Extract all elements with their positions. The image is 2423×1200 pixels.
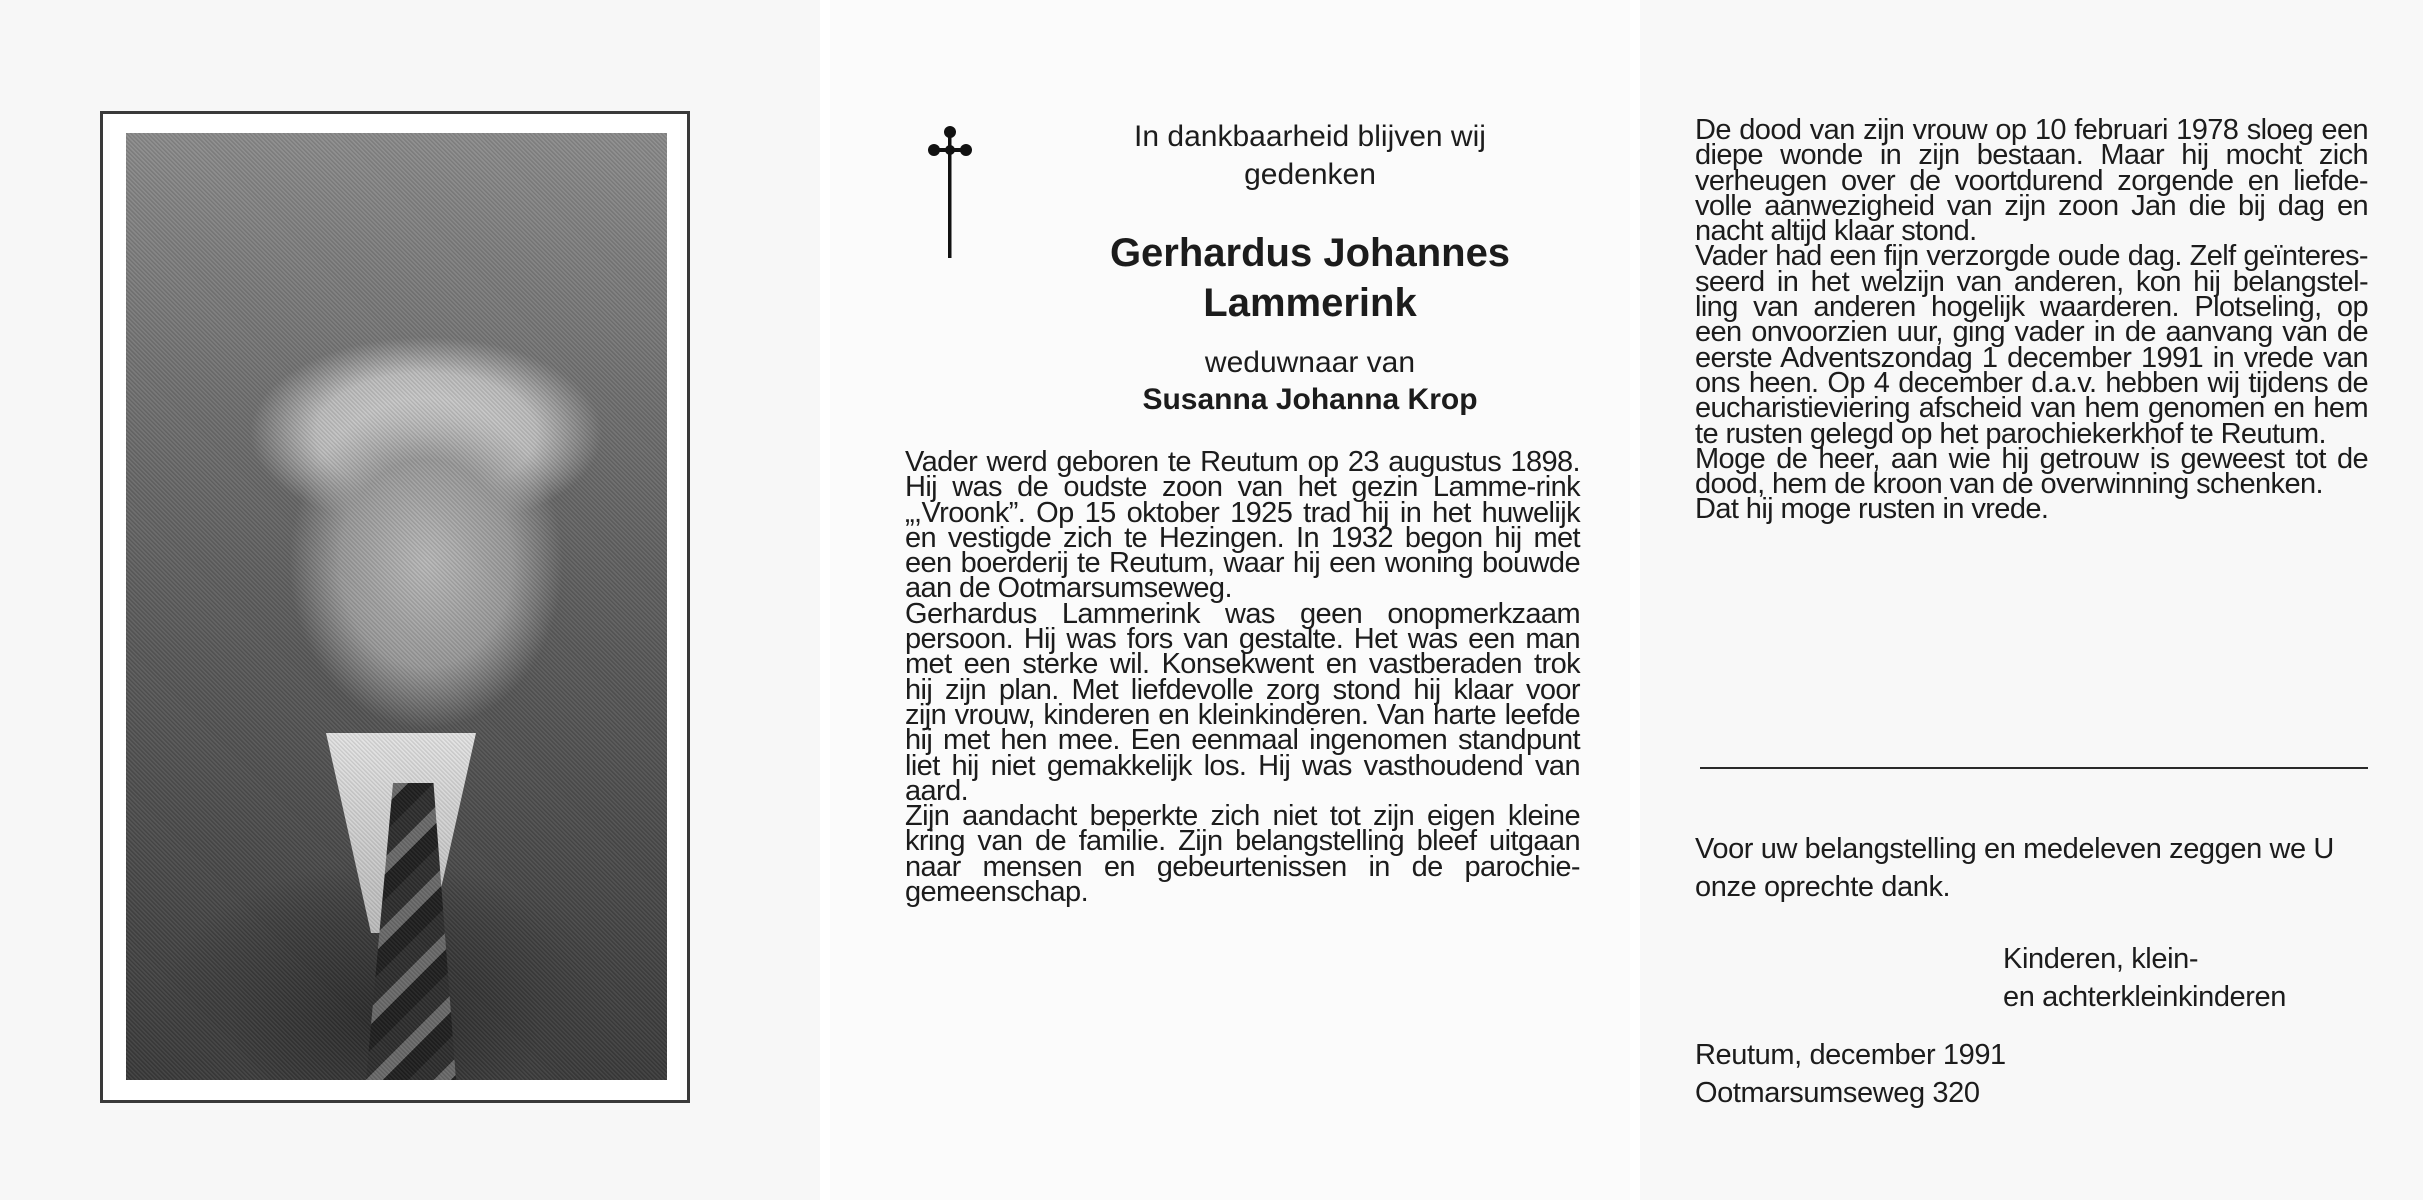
intro-line: In dankbaarheid blijven wij (1134, 120, 1486, 153)
intro-text (1110, 118, 1510, 194)
address-line: Ootmarsumseweg 320 (1695, 1077, 1980, 1109)
place-date (1695, 1036, 2095, 1112)
memorial-text (1695, 114, 2368, 526)
memorial-paragraph: Moge de heer, aan wie hij getrouw is geweest tot de dood, hem de kroon van de overwinning schenken. (1695, 442, 2368, 501)
biography-paragraph: Zijn aandacht beperkte zich niet tot zijn eigen kleine kring van de familie. Zijn belangstelling bleef uitgaan naar mensen en gebeurtenissen in de parochie-gemeenschap. (905, 800, 1580, 909)
portrait-tie (366, 783, 456, 1080)
name-line: Gerhardus Johannes (1109, 231, 1511, 275)
portrait-collar (326, 733, 476, 933)
memorial-paragraph: Dat hij moge rusten in vrede. (1695, 493, 2049, 526)
photo-panel (0, 0, 820, 1200)
thanks-line: Voor uw belangstelling en medeleven zeggen we U (1695, 833, 2334, 865)
name-line: Lammerink (1203, 281, 1417, 325)
deceased-name (1080, 228, 1540, 328)
thanks-line: onze oprechte dank. (1695, 871, 1951, 903)
portrait-frame (100, 111, 690, 1103)
biography-paragraph: Vader werd geboren te Reutum op 23 augustus 1898. Hij was de oudste zoon van het gezin Lamme-rink „,Vroonk”. Op 15 oktober 1925 trad hij in het huwelijk en vestigde zich te Hezingen. In 1932 begon hij met een boerderij te Reutum, waar hij een woning bouwde aan de Ootmarsumseweg. (905, 446, 1580, 605)
intro-line: gedenken (1244, 158, 1376, 191)
spouse-name: Susanna Johanna Krop (1142, 383, 1478, 416)
cross-icon (920, 120, 980, 260)
biography-paragraph: Gerhardus Lammerink was geen onopmerkzaam persoon. Hij was fors van gestalte. Het was een man met een sterke wil. Konsekwent en vastberaden trok hij zijn plan. Met liefdevolle zorg stond hij klaar voor zijn vrouw, kinderen en kleinkinderen. Van harte leefde hij met hen mee. Een eenmaal ingenomen standpunt liet hij niet gemakkelijk los. Hij was vasthoudend van aard. (905, 597, 1580, 807)
signature-line: en achterkleinkinderen (2003, 981, 2286, 1013)
signature (2003, 940, 2363, 1016)
place-line: Reutum, december 1991 (1695, 1039, 2006, 1071)
divider (1700, 767, 2368, 769)
portrait-photo (126, 133, 667, 1080)
biography (905, 446, 1580, 909)
thanks-text (1695, 830, 2375, 906)
memorial-paragraph: De dood van zijn vrouw op 10 februari 1978 sloeg een diepe wonde in zijn bestaan. Maar hij mocht zich verheugen over de voortdurend zorgende en liefde-volle aanwezigheid van zijn zoon Jan die bij dag en nacht altijd klaar stond. (1695, 114, 2368, 248)
memorial-paragraph: Vader had een fijn verzorgde oude dag. Zelf geïnteres-seerd in het welzijn van anderen, kon hij belangstel-ling van anderen hogelijk waarderen. Plotseling, op een onvoorzien uur, ging vader in de aanvang van de eerste Adventszondag 1 december 1991 in vrede van ons heen. Op 4 december d.a.v. hebben wij tijdens de eucharistieviering afscheid van hem genomen en hem te rusten gelegd op het parochiekerkhof te Reutum. (1695, 240, 2368, 450)
signature-line: Kinderen, klein- (2003, 943, 2199, 975)
widow-label: weduwnaar van (1204, 346, 1416, 379)
